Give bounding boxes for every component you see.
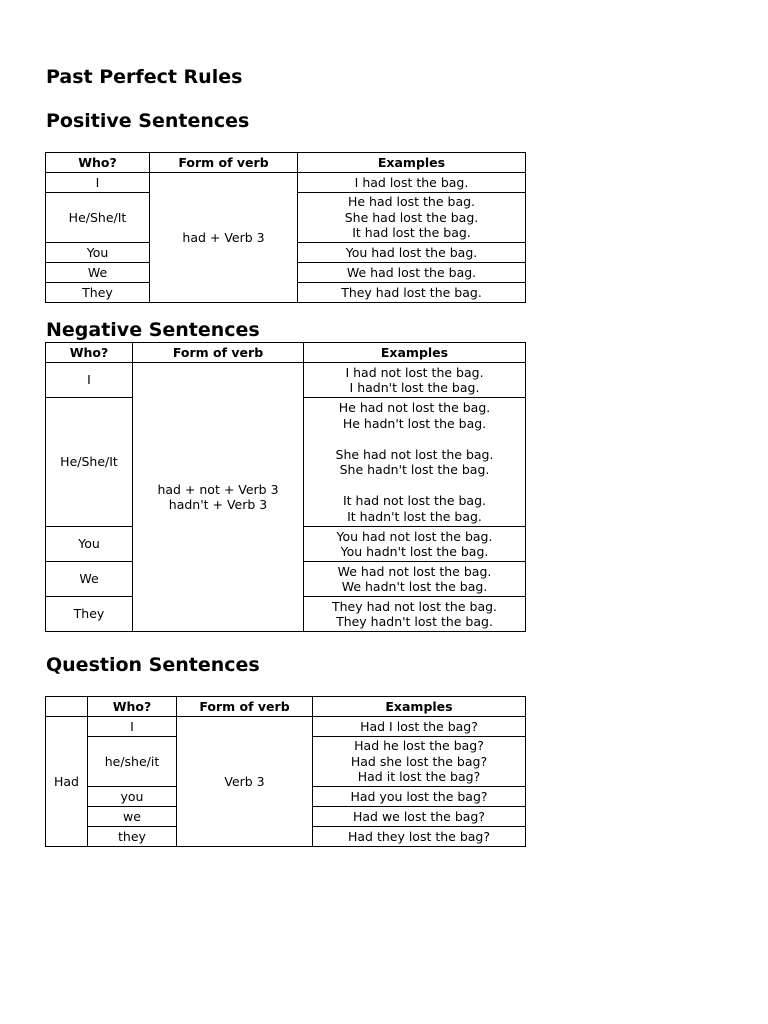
- example-text: They hadn't lost the bag.: [336, 614, 493, 629]
- positive-heading: Positive Sentences: [46, 110, 250, 132]
- examples-cell: [313, 807, 526, 827]
- examples-cell: [298, 173, 526, 193]
- form-cell: had + Verb 3: [150, 173, 298, 303]
- negative-table: [45, 342, 526, 632]
- example-text: It had lost the bag.: [352, 225, 471, 241]
- examples-cell: [304, 398, 526, 527]
- examples-cell: [298, 283, 526, 303]
- column-header: Form of verb: [177, 697, 313, 717]
- who-cell: you: [88, 787, 177, 807]
- positive-table: [45, 152, 526, 303]
- example-text: She had not lost the bag.: [335, 446, 494, 462]
- example-text: Had it lost the bag?: [357, 769, 481, 785]
- who-cell: They: [46, 283, 150, 303]
- examples-cell: [304, 597, 526, 632]
- who-cell: He/She/It: [46, 193, 150, 243]
- examples-cell: [298, 243, 526, 263]
- examples-cell: [313, 827, 526, 847]
- who-cell: I: [46, 363, 133, 398]
- example-text: I had lost the bag.: [354, 174, 469, 190]
- who-cell: He/She/It: [46, 398, 133, 527]
- example-text: You had not lost the bag.: [336, 528, 493, 544]
- column-header: Who?: [88, 697, 177, 717]
- example-text: She had lost the bag.: [344, 209, 479, 225]
- form-cell: Verb 3: [177, 717, 313, 847]
- example-text: You had lost the bag.: [345, 244, 478, 260]
- example-text: I had not lost the bag.: [345, 364, 484, 380]
- examples-cell: [313, 717, 526, 737]
- table-header-row: [46, 153, 526, 173]
- column-header: [46, 697, 88, 717]
- example-text: He had lost the bag.: [347, 194, 476, 210]
- who-cell: I: [46, 173, 150, 193]
- example-text: Had I lost the bag?: [360, 718, 478, 734]
- example-text: They had not lost the bag.: [331, 598, 498, 614]
- column-header: Examples: [313, 697, 526, 717]
- example-text: Had she lost the bag?: [350, 753, 488, 769]
- column-header: Form of verb: [150, 153, 298, 173]
- example-text: I hadn't lost the bag.: [349, 380, 480, 395]
- who-cell: They: [46, 597, 133, 632]
- examples-cell: [298, 263, 526, 283]
- examples-cell: [313, 787, 526, 807]
- who-cell: You: [46, 527, 133, 562]
- who-cell: We: [46, 263, 150, 283]
- example-text: They had lost the bag.: [341, 284, 482, 300]
- examples-cell: [304, 363, 526, 398]
- example-text: You hadn't lost the bag.: [340, 544, 489, 559]
- table-header-row: [46, 343, 526, 363]
- example-text: Had we lost the bag?: [352, 808, 485, 824]
- column-header: Form of verb: [133, 343, 304, 363]
- who-cell: I: [88, 717, 177, 737]
- table-row: [46, 173, 526, 193]
- aux-cell: Had: [46, 717, 88, 847]
- example-text: He hadn't lost the bag.: [342, 415, 487, 431]
- table-row: [46, 363, 526, 398]
- table-header-row: [46, 697, 526, 717]
- example-text: We had lost the bag.: [346, 264, 477, 280]
- examples-cell: [304, 562, 526, 597]
- example-text: She hadn't lost the bag.: [339, 462, 490, 477]
- examples-cell: [298, 193, 526, 243]
- example-text: We hadn't lost the bag.: [341, 579, 488, 594]
- example-text: Had he lost the bag?: [354, 738, 484, 754]
- example-text: He had not lost the bag.: [338, 400, 491, 415]
- example-text: Had they lost the bag?: [347, 828, 490, 844]
- who-cell: he/she/it: [88, 737, 177, 787]
- column-header: Examples: [304, 343, 526, 363]
- page-title: Past Perfect Rules: [46, 66, 243, 88]
- column-header: Who?: [46, 153, 150, 173]
- example-text: We had not lost the bag.: [337, 563, 492, 579]
- example-text: It hadn't lost the bag.: [347, 508, 482, 524]
- who-cell: We: [46, 562, 133, 597]
- examples-cell: [304, 527, 526, 562]
- column-header: Examples: [298, 153, 526, 173]
- negative-heading: Negative Sentences: [46, 319, 260, 341]
- example-text: Had you lost the bag?: [350, 788, 488, 804]
- who-cell: we: [88, 807, 177, 827]
- example-text: It had not lost the bag.: [343, 493, 486, 508]
- form-text: had + not + Verb 3: [157, 481, 279, 497]
- who-cell: You: [46, 243, 150, 263]
- table-row: [46, 717, 526, 737]
- question-table: [45, 696, 526, 847]
- form-text: hadn't + Verb 3: [168, 497, 268, 512]
- question-heading: Question Sentences: [46, 654, 260, 676]
- form-cell: [133, 363, 304, 632]
- column-header: Who?: [46, 343, 133, 363]
- examples-cell: [313, 737, 526, 787]
- who-cell: they: [88, 827, 177, 847]
